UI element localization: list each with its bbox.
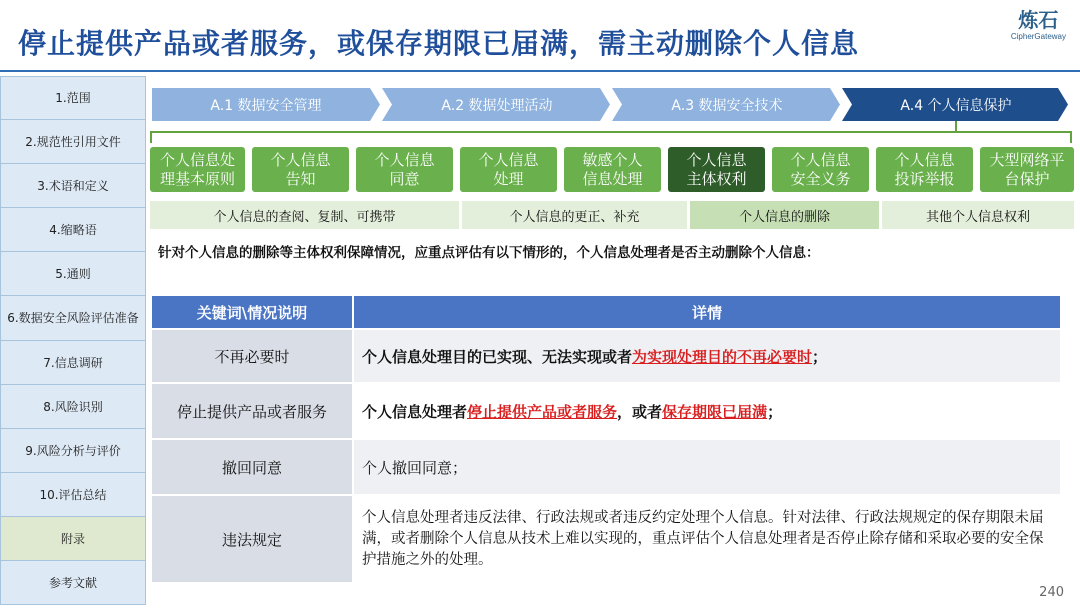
step-personal-info-protection[interactable] bbox=[844, 88, 1068, 121]
category-line: 个人信息 bbox=[790, 150, 851, 169]
step-label: A.4 个人信息保护 bbox=[900, 97, 1012, 114]
step-label: A.2 数据处理活动 bbox=[441, 97, 553, 114]
detail-text: 个人信息处理者违反法律、行政法规或者违反约定处理个人信息。针对法律、行政法规规定的保存期限未届满，或者删除个人信息从技术上难以实现的，重点评估个人信息处理者是否停止除存储和采取必要的安全保护措施之外的处理。 bbox=[362, 509, 1044, 568]
sidebar-item-general[interactable]: 5.通则 bbox=[0, 252, 146, 296]
category-line: 信息处理 bbox=[582, 169, 643, 188]
sidebar-item-summary[interactable]: 10.评估总结 bbox=[0, 473, 146, 517]
category-line: 个人信息 bbox=[686, 150, 747, 169]
sidebar-item-abbreviations[interactable]: 4.缩略语 bbox=[0, 208, 146, 252]
category-row bbox=[150, 147, 1074, 193]
detail-highlight: 停止提供产品或者服务 bbox=[467, 402, 618, 421]
category-line: 敏感个人 bbox=[582, 150, 643, 169]
category-line: 个人信息 bbox=[270, 150, 331, 169]
category-line: 处理 bbox=[493, 169, 524, 188]
category-platform-protection[interactable] bbox=[980, 147, 1074, 192]
sidebar-item-bibliography[interactable]: 参考文献 bbox=[0, 561, 146, 605]
sidebar-item-scope[interactable]: 1.范围 bbox=[0, 76, 146, 120]
detail-text: ； bbox=[812, 347, 828, 366]
deletion-table bbox=[152, 296, 1060, 582]
category-basic-principles[interactable] bbox=[150, 147, 245, 192]
page-number: 240 bbox=[1039, 585, 1064, 600]
step-data-security-tech[interactable] bbox=[614, 88, 840, 121]
table-row bbox=[152, 328, 1060, 382]
sidebar-item-risk-identification[interactable]: 8.风险识别 bbox=[0, 385, 146, 429]
category-subject-rights[interactable] bbox=[668, 147, 765, 192]
table-cell-keyword: 停止提供产品或者服务 bbox=[152, 384, 354, 438]
detail-text: 个人信息处理者 bbox=[362, 402, 468, 421]
logo-text-cn: 炼石 bbox=[1018, 8, 1059, 32]
category-processing[interactable] bbox=[460, 147, 557, 192]
detail-text: ； bbox=[767, 402, 783, 421]
table-cell-keyword: 撤回同意 bbox=[152, 440, 354, 494]
table-cell-keyword: 不再必要时 bbox=[152, 330, 354, 382]
sidebar-item-appendix[interactable]: 附录 bbox=[0, 517, 146, 561]
category-line: 个人信息 bbox=[478, 150, 539, 169]
category-security-obligations[interactable] bbox=[772, 147, 869, 192]
page-title: 停止提供产品或者服务，或保存期限已届满，需主动删除个人信息 bbox=[18, 27, 860, 60]
detail-text: ，或者 bbox=[617, 402, 663, 421]
sidebar-item-risk-analysis[interactable]: 9.风险分析与评价 bbox=[0, 429, 146, 473]
table-row bbox=[152, 494, 1060, 582]
brand-logo bbox=[1011, 8, 1066, 41]
sidebar-item-normative-references[interactable]: 2.规范性引用文件 bbox=[0, 120, 146, 164]
bracket-tip bbox=[955, 121, 957, 131]
category-line: 个人信息处 bbox=[159, 150, 235, 169]
subtab-deletion[interactable]: 个人信息的删除 bbox=[690, 201, 879, 229]
category-line: 安全义务 bbox=[790, 169, 851, 188]
table-cell-detail bbox=[354, 330, 1060, 382]
intro-text: 针对个人信息的删除等主体权利保障情况，应重点评估有以下情形的，个人信息处理者是否主动删除个人信息： bbox=[158, 245, 820, 261]
category-line: 个人信息 bbox=[374, 150, 435, 169]
title-divider bbox=[0, 70, 1080, 72]
subtab-row bbox=[150, 201, 1074, 229]
category-sensitive-info[interactable] bbox=[564, 147, 661, 192]
sidebar-item-info-survey[interactable]: 7.信息调研 bbox=[0, 341, 146, 385]
category-line: 同意 bbox=[389, 169, 420, 188]
category-line: 告知 bbox=[285, 169, 316, 188]
category-line: 理基本原则 bbox=[159, 169, 235, 188]
step-data-security-management[interactable] bbox=[152, 88, 380, 121]
category-line: 主体权利 bbox=[686, 169, 747, 188]
category-complaints[interactable] bbox=[876, 147, 973, 192]
table-row bbox=[152, 382, 1060, 438]
step-data-processing[interactable] bbox=[384, 88, 610, 121]
detail-highlight: 保存期限已届满 bbox=[662, 402, 768, 421]
category-consent[interactable] bbox=[356, 147, 453, 192]
table-cell-detail bbox=[354, 384, 1060, 438]
step-label: A.1 数据安全管理 bbox=[210, 97, 322, 114]
table-header-keyword: 关键词\情况说明 bbox=[152, 296, 354, 328]
category-notice[interactable] bbox=[252, 147, 349, 192]
category-line: 投诉举报 bbox=[894, 169, 955, 188]
logo-text-en: CipherGateway bbox=[1010, 32, 1066, 41]
step-bar bbox=[152, 88, 1072, 121]
sidebar-item-assessment-prep[interactable]: 6.数据安全风险评估准备 bbox=[0, 296, 146, 341]
subtab-correction[interactable]: 个人信息的更正、补充 bbox=[462, 201, 687, 229]
category-line: 大型网络平 bbox=[989, 150, 1065, 169]
table-cell-detail bbox=[354, 496, 1060, 582]
sidebar-item-terms[interactable]: 3.术语和定义 bbox=[0, 164, 146, 208]
detail-text: 个人撤回同意； bbox=[362, 458, 468, 477]
table-header-detail: 详情 bbox=[354, 296, 1060, 328]
detail-text: 个人信息处理目的已实现、无法实现或者 bbox=[362, 347, 633, 366]
table-row bbox=[152, 438, 1060, 494]
table-cell-keyword: 违法规定 bbox=[152, 496, 354, 582]
table-header bbox=[152, 296, 1060, 328]
subtab-access-copy[interactable]: 个人信息的查阅、复制、可携带 bbox=[150, 201, 459, 229]
category-line: 台保护 bbox=[1004, 169, 1050, 188]
category-line: 个人信息 bbox=[894, 150, 955, 169]
table-cell-detail bbox=[354, 440, 1060, 494]
step-label: A.3 数据安全技术 bbox=[671, 97, 783, 114]
sidebar-nav bbox=[0, 76, 146, 608]
subtab-other-rights[interactable]: 其他个人信息权利 bbox=[882, 201, 1074, 229]
detail-highlight: 为实现处理目的不再必要时 bbox=[632, 347, 813, 366]
bracket-line bbox=[150, 131, 1072, 143]
